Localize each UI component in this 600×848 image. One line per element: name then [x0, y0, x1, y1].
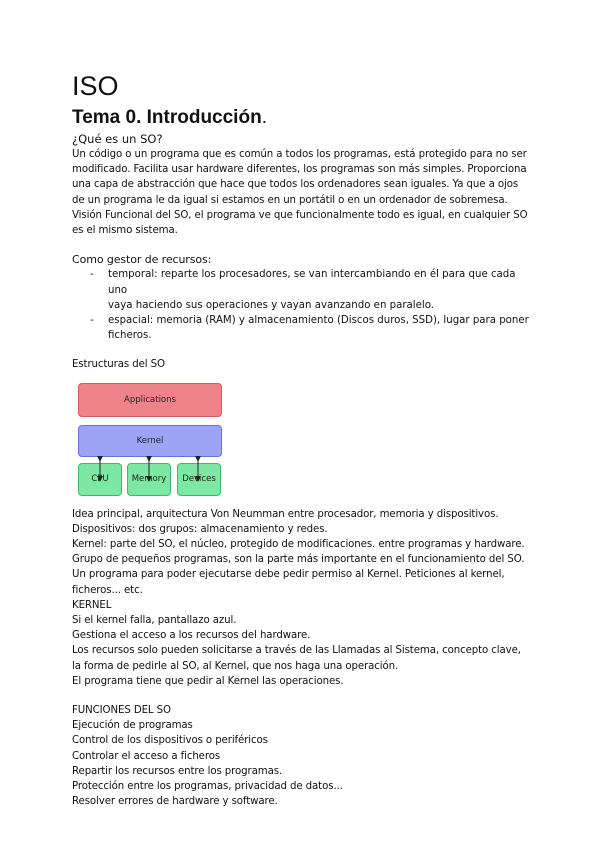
spacer	[72, 343, 532, 357]
question-subheading: ¿Qué es un SO?	[72, 132, 163, 146]
structure-line: Dispositivos: dos grupos: almacenamiento y redes.	[72, 523, 328, 535]
os-structure-diagram	[78, 383, 238, 499]
list-item	[72, 267, 532, 313]
function-item: Control de los dispositivos o periféricos	[72, 735, 268, 747]
function-item: Protección entre los programas, privacidad de datos...	[72, 781, 343, 793]
list-item-line: - temporal: reparte los procesadores, se van intercambiando en él para que cada uno	[108, 269, 516, 296]
functions-heading: FUNCIONES DEL SO	[72, 705, 171, 717]
list-item-line: - espacial: memoria (RAM) y almacenamiento (Discos duros, SSD), lugar para poner	[108, 315, 529, 327]
document-title: ISO	[72, 71, 119, 101]
functions-section	[72, 703, 532, 809]
intro-line: modificado. Facilita usar hardware diferentes, los programas son más simples. Proporciona	[72, 164, 527, 176]
intro-line: una capa de abstracción que hace que todos los ordenadores sean iguales. Ya que a ojos	[72, 179, 519, 191]
section-heading-dot: .	[261, 107, 267, 128]
section-heading	[72, 106, 532, 130]
cpu-box: CPU	[78, 463, 122, 496]
structure-paragraph	[72, 507, 532, 689]
spacer	[72, 689, 532, 703]
structure-line: ficheros... etc.	[72, 584, 143, 596]
intro-line: Visión Funcional del SO, el programa ve que funcionalmente todo es igual, en cualquier SO	[72, 209, 528, 221]
diagram-arrows	[78, 383, 238, 499]
function-item: Ejecución de programas	[72, 720, 193, 732]
devices-box: Devices	[177, 463, 221, 496]
structures-label: Estructuras del SO	[72, 359, 165, 371]
structure-line: Gestiona el acceso a los recursos del hardware.	[72, 630, 311, 642]
structure-line: Un programa para poder ejecutarse debe pedir permiso al Kernel. Peticiones al kernel,	[72, 569, 505, 581]
intro-line: Un código o un programa que es común a todos los programas, está protegido para no ser	[72, 149, 527, 160]
function-item: Repartir los recursos entre los programas.	[72, 765, 283, 777]
function-item: Controlar el acceso a ficheros	[72, 750, 221, 762]
resource-list	[72, 267, 532, 343]
section-heading-text: Tema 0. Introducción	[72, 107, 262, 128]
structure-line: Grupo de pequeños programas, son la parte más importante en el funcionamiento del SO.	[72, 554, 525, 566]
list-item	[72, 313, 532, 343]
intro-line: es el mismo sistema.	[72, 225, 178, 237]
memory-box: Memory	[127, 463, 171, 496]
spacer	[72, 238, 532, 252]
structure-line: la forma de pedirle al SO, al Kernel, que nos haga una operación.	[72, 660, 399, 672]
kernel-heading: KERNEL	[72, 599, 112, 611]
structure-line: El programa tiene que pedir al Kernel las operaciones.	[72, 675, 344, 687]
resource-manager-label: Como gestor de recursos:	[72, 253, 212, 267]
kernel-box: Kernel	[78, 425, 222, 457]
structure-line: Si el kernel falla, pantallazo azul.	[72, 615, 237, 627]
structure-line: Kernel: parte del SO, el núcleo, protegido de modificaciones. entre programas y hardware.	[72, 539, 525, 551]
intro-paragraph	[72, 147, 532, 238]
document-page	[72, 70, 532, 810]
list-item-line: ficheros.	[108, 330, 152, 342]
intro-line: de un programa le da igual si estamos en un portátil o en un ordenador de sobremesa.	[72, 194, 508, 206]
structure-line: Idea principal, arquitectura Von Neumman entre procesador, memoria y dispositivos.	[72, 508, 499, 520]
applications-box: Applications	[78, 383, 222, 417]
list-item-line: vaya haciendo sus operaciones y vayan avanzando en paralelo.	[108, 299, 435, 311]
structure-line: Los recursos solo pueden solicitarse a través de las Llamadas al Sistema, concepto clave,	[72, 645, 521, 657]
function-item: Resolver errores de hardware y software.	[72, 796, 278, 808]
